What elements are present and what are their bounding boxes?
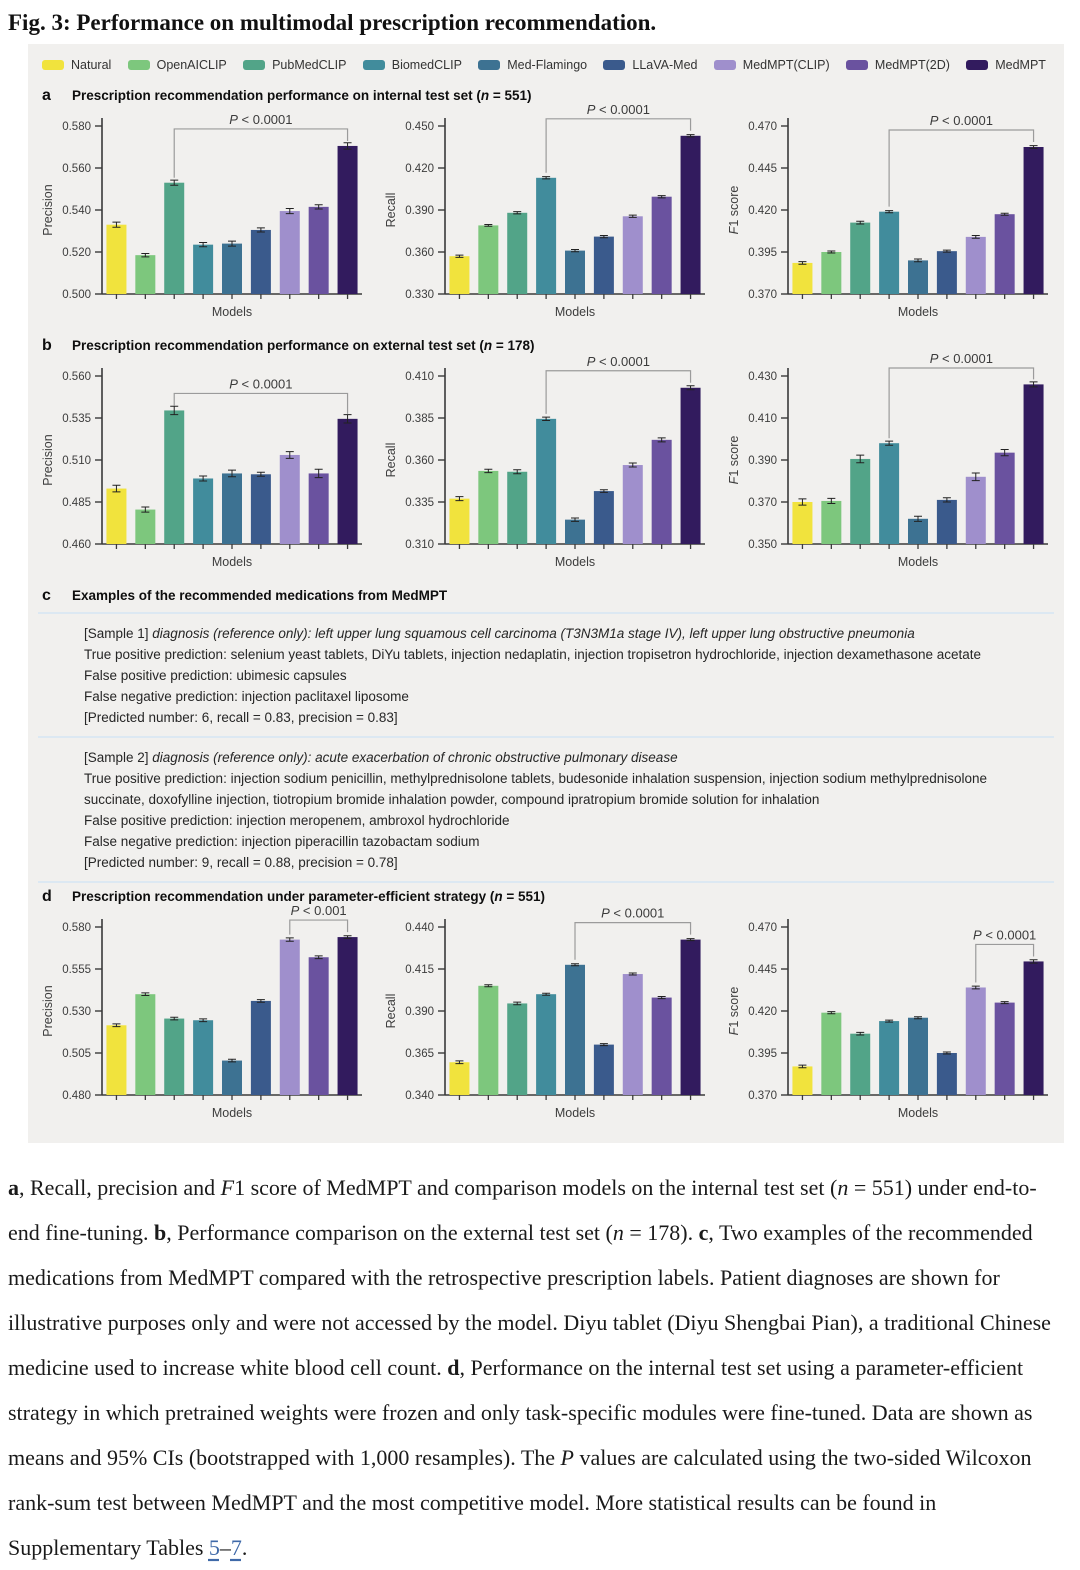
y-tick-label: 0.415 xyxy=(405,964,434,976)
y-axis-label: Precision xyxy=(41,434,55,486)
bar-natural xyxy=(106,1025,126,1095)
y-tick-label: 0.510 xyxy=(62,455,91,467)
chart-a-f1 xyxy=(724,106,1054,332)
y-tick-label: 0.335 xyxy=(405,497,434,509)
bar-natural xyxy=(449,499,469,544)
figure-page xyxy=(0,10,1080,1570)
y-tick-label: 0.540 xyxy=(62,205,91,217)
chart-d-f1 xyxy=(724,907,1054,1133)
error-bar xyxy=(798,1065,806,1068)
panel-b-charts xyxy=(38,351,1054,582)
panel-a-title: Prescription recommendation performance on internal test set (n = 551) xyxy=(72,88,532,103)
y-tick-label: 0.395 xyxy=(748,247,777,259)
y-tick-label: 0.360 xyxy=(405,247,434,259)
error-bar xyxy=(629,973,637,975)
error-bar xyxy=(687,939,695,941)
y-tick-label: 0.500 xyxy=(62,289,91,301)
y-tick-label: 0.560 xyxy=(62,371,91,383)
y-tick-label: 0.390 xyxy=(748,455,777,467)
y-axis-label: F1 score xyxy=(727,435,741,485)
p-value-label: P < 0.0001 xyxy=(929,113,993,128)
sample-line: [Sample 1] diagnosis (reference only): left upper lung squamous cell carcinoma (T3N3M1a stage IV), left upper lung obstructive pneumonia xyxy=(84,626,915,641)
y-tick-label: 0.395 xyxy=(748,1048,777,1060)
legend-label: OpenAICLIP xyxy=(156,58,227,72)
legend-item-medmpt-2d xyxy=(846,58,950,72)
panel-d-title: Prescription recommendation under parameter-efficient strategy (n = 551) xyxy=(72,889,546,904)
y-tick-label: 0.560 xyxy=(62,163,91,175)
error-bar xyxy=(1001,1002,1009,1004)
panel-d xyxy=(38,885,1054,1133)
p-value-label: P < 0.0001 xyxy=(601,905,665,921)
y-tick-label: 0.340 xyxy=(405,1090,434,1102)
bar-biomedclip xyxy=(193,478,213,544)
bar-llava-med xyxy=(251,230,271,294)
openaiclip-swatch-icon xyxy=(128,60,150,70)
y-tick-label: 0.460 xyxy=(62,539,91,551)
sample-line: False negative prediction: injection piperacillin tazobactam sodium xyxy=(84,834,480,849)
y-tick-label: 0.445 xyxy=(748,964,777,976)
y-tick-label: 0.535 xyxy=(62,413,91,425)
bar-biomedclip xyxy=(536,994,556,1095)
panel-c-header xyxy=(38,584,1054,614)
y-axis-label: F1 score xyxy=(727,185,741,235)
panel-c-label: c xyxy=(42,587,51,604)
bar-biomedclip xyxy=(879,443,899,544)
legend-item-pubmedclip xyxy=(243,58,346,72)
bar-medmpt-2d xyxy=(652,440,672,544)
y-tick-label: 0.365 xyxy=(405,1048,434,1060)
legend-item-biomedclip xyxy=(363,58,462,72)
x-axis-label: Models xyxy=(897,1106,939,1120)
bar-openaiclip xyxy=(135,510,155,544)
significance-bracket xyxy=(174,393,347,413)
panel-d-charts xyxy=(38,903,1054,1133)
significance-bracket xyxy=(889,368,1033,438)
figure-caption: a, Recall, precision and F1 score of MedMPT and comparison models on the internal test set (n = 551) under end-to-end fine-tuning. b, Performance comparison on the external test set (n = 178). c, Two examples of the recommended medications from MedMPT compared with the retrospective prescription labels. Patient diagnoses are shown for illustrative purposes only and were not accessed by the model. Diyu tablet (Diyu Shengbai Pian), a traditional Chinese medicine used to increase white blood cell count. d, Performance on the internal test set using a parameter-efficient strategy in which pretrained weights were frozen and only task-specific modules were fine-tuned. Data are shown as means and 95% CIs (bootstrapped with 1,000 resamples). The P values are calculated using the two-sided Wilcoxon rank-sum test between MedMPT and the most competitive model. More statistical results can be found in Supplementary Tables 5–7. xyxy=(8,1175,1051,1560)
natural-swatch-icon xyxy=(42,60,64,70)
y-tick-label: 0.485 xyxy=(62,497,91,509)
y-axis-label: Precision xyxy=(41,985,55,1037)
bar-chart xyxy=(724,351,1054,582)
bar-pubmedclip xyxy=(507,213,527,294)
significance-bracket xyxy=(290,920,348,935)
p-value-label: P < 0.001 xyxy=(290,903,347,919)
bar-medmpt-clip xyxy=(966,987,986,1095)
bar-med-flamingo xyxy=(565,965,585,1095)
y-tick-label: 0.410 xyxy=(405,371,434,383)
x-axis-label: Models xyxy=(211,305,253,319)
legend xyxy=(38,52,1054,82)
legend-item-medmpt-clip xyxy=(714,58,830,72)
error-bar xyxy=(542,177,550,179)
x-axis-label: Models xyxy=(211,1106,253,1120)
bar-medmpt-2d xyxy=(652,998,672,1095)
bar-medmpt-clip xyxy=(966,477,986,544)
legend-label: MedMPT xyxy=(995,58,1046,72)
y-tick-label: 0.480 xyxy=(62,1090,91,1102)
error-bar xyxy=(513,212,521,214)
bar-med-flamingo xyxy=(908,519,928,544)
bar-medmpt-clip xyxy=(966,237,986,294)
bar-medmpt xyxy=(681,388,701,544)
bar-medmpt xyxy=(1024,147,1044,294)
medmpt-2d-swatch-icon xyxy=(846,60,868,70)
bar-biomedclip xyxy=(193,245,213,294)
y-tick-label: 0.330 xyxy=(405,289,434,301)
bar-med-flamingo xyxy=(908,1018,928,1095)
bar-pubmedclip xyxy=(850,459,870,544)
bar-medmpt-2d xyxy=(995,1003,1015,1095)
panel-a-header xyxy=(38,84,1054,106)
chart-b-f1 xyxy=(724,351,1054,582)
y-tick-label: 0.420 xyxy=(748,1006,777,1018)
y-tick-label: 0.445 xyxy=(748,163,777,175)
bar-medmpt-2d xyxy=(995,453,1015,544)
bar-med-flamingo xyxy=(565,251,585,294)
bar-chart xyxy=(38,106,368,332)
bar-natural xyxy=(106,489,126,544)
bar-medmpt-2d xyxy=(652,197,672,294)
bar-llava-med xyxy=(937,1053,957,1095)
bar-med-flamingo xyxy=(222,473,242,544)
bar-pubmedclip xyxy=(507,472,527,544)
pubmedclip-swatch-icon xyxy=(243,60,265,70)
bar-med-flamingo xyxy=(565,520,585,544)
bar-medmpt xyxy=(338,419,358,544)
y-tick-label: 0.370 xyxy=(748,497,777,509)
error-bar xyxy=(571,964,579,966)
bar-medmpt-clip xyxy=(280,455,300,544)
bar-llava-med xyxy=(594,1045,614,1095)
bar-natural xyxy=(106,225,126,294)
bar-medmpt-2d xyxy=(309,957,329,1095)
panel-b-header xyxy=(38,334,1054,356)
bar-medmpt-2d xyxy=(309,207,329,294)
y-tick-label: 0.350 xyxy=(748,539,777,551)
panel-c-title: Examples of the recommended medications from MedMPT xyxy=(72,588,448,603)
supplementary-table-link[interactable]: 7 xyxy=(230,1535,242,1560)
bar-medmpt-clip xyxy=(280,940,300,1095)
y-tick-label: 0.310 xyxy=(405,539,434,551)
bar-medmpt-clip xyxy=(623,974,643,1095)
bar-chart xyxy=(381,907,711,1133)
y-tick-label: 0.470 xyxy=(748,121,777,133)
x-axis-label: Models xyxy=(897,555,939,569)
error-bar xyxy=(827,1012,835,1014)
bar-pubmedclip xyxy=(850,1034,870,1095)
error-bar xyxy=(199,1019,207,1022)
y-axis-label: Precision xyxy=(41,184,55,236)
bar-med-flamingo xyxy=(222,244,242,294)
sample-line: True positive prediction: injection sodium penicillin, methylprednisolone tablets, budesonide inhalation suspension, injection sodium methylprednisolone succinate, doxofylline injection, tiotropium bromide inhalation powder, compound ipratropium bromide solution for inhalation xyxy=(84,771,988,807)
sample-line: True positive prediction: selenium yeast tablets, DiYu tablets, injection nedaplatin, injection tropisetron hydrochloride, injection dexamethasone acetate xyxy=(84,647,982,662)
bar-pubmedclip xyxy=(164,410,184,544)
bar-medmpt xyxy=(338,937,358,1095)
x-axis-label: Models xyxy=(554,555,596,569)
p-value-label: P < 0.0001 xyxy=(973,927,1037,943)
bar-medmpt xyxy=(1024,961,1044,1095)
significance-bracket xyxy=(546,119,690,173)
error-bar xyxy=(972,986,980,989)
bar-med-flamingo xyxy=(222,1061,242,1095)
error-bar xyxy=(856,1032,864,1035)
legend-item-openaiclip xyxy=(128,58,227,72)
bar-openaiclip xyxy=(478,471,498,544)
error-bar xyxy=(687,135,695,137)
legend-item-llava-med xyxy=(603,58,697,72)
bar-pubmedclip xyxy=(164,1019,184,1095)
bar-natural xyxy=(449,256,469,294)
bar-openaiclip xyxy=(478,986,498,1095)
bar-openaiclip xyxy=(478,225,498,294)
chart-b-recall xyxy=(381,353,711,582)
y-tick-label: 0.470 xyxy=(748,922,777,934)
bar-natural xyxy=(449,1062,469,1095)
bar-medmpt xyxy=(681,136,701,294)
sample-line: [Predicted number: 9, recall = 0.88, precision = 0.78] xyxy=(84,855,398,870)
error-bar xyxy=(455,1061,463,1064)
bar-llava-med xyxy=(251,474,271,544)
sample-1 xyxy=(38,614,1054,738)
legend-label: PubMedCLIP xyxy=(272,58,347,72)
y-tick-label: 0.440 xyxy=(405,922,434,934)
panel-b-title: Prescription recommendation performance on external test set (n = 178) xyxy=(72,338,535,353)
error-bar xyxy=(798,262,806,265)
y-tick-label: 0.410 xyxy=(748,413,777,425)
panel-b-label: b xyxy=(42,337,52,354)
bar-chart xyxy=(381,353,711,582)
med-flamingo-swatch-icon xyxy=(478,60,500,70)
bar-llava-med xyxy=(594,237,614,294)
legend-item-med-flamingo xyxy=(478,58,587,72)
bar-biomedclip xyxy=(193,1020,213,1095)
bar-med-flamingo xyxy=(908,260,928,294)
bar-medmpt xyxy=(338,146,358,294)
bar-natural xyxy=(792,502,812,544)
bar-chart xyxy=(381,101,711,332)
error-bar xyxy=(914,1017,922,1019)
y-tick-label: 0.390 xyxy=(405,1006,434,1018)
bar-biomedclip xyxy=(879,1021,899,1095)
y-tick-label: 0.580 xyxy=(62,922,91,934)
bar-llava-med xyxy=(594,491,614,544)
y-tick-label: 0.580 xyxy=(62,121,91,133)
p-value-label: P < 0.0001 xyxy=(929,351,993,366)
y-tick-label: 0.505 xyxy=(62,1048,91,1060)
chart-a-precision xyxy=(38,106,368,332)
legend-label: Med-Flamingo xyxy=(507,58,588,72)
y-axis-label: Recall xyxy=(384,442,398,478)
bar-pubmedclip xyxy=(507,1003,527,1095)
bar-chart xyxy=(38,356,368,582)
error-bar xyxy=(315,956,323,959)
error-bar xyxy=(885,211,893,213)
bar-pubmedclip xyxy=(164,183,184,294)
y-axis-label: Recall xyxy=(384,192,398,228)
bar-medmpt-2d xyxy=(309,473,329,544)
chart-b-precision xyxy=(38,356,368,582)
bar-openaiclip xyxy=(821,501,841,544)
y-tick-label: 0.360 xyxy=(405,455,434,467)
panel-b xyxy=(38,334,1054,582)
sample-line: False negative prediction: injection paclitaxel liposome xyxy=(84,689,409,704)
error-bar xyxy=(484,985,492,987)
x-axis-label: Models xyxy=(897,305,939,319)
error-bar xyxy=(629,215,637,217)
bar-medmpt-2d xyxy=(995,214,1015,294)
bar-natural xyxy=(792,263,812,294)
panel-a-label: a xyxy=(42,87,51,104)
bar-llava-med xyxy=(251,1001,271,1095)
bar-chart xyxy=(38,903,368,1133)
medmpt-clip-swatch-icon xyxy=(714,60,736,70)
bar-medmpt xyxy=(681,940,701,1095)
bar-openaiclip xyxy=(821,252,841,294)
bar-biomedclip xyxy=(536,178,556,294)
legend-label: Natural xyxy=(71,58,112,72)
chart-d-recall xyxy=(381,907,711,1133)
legend-label: MedMPT(CLIP) xyxy=(742,58,830,72)
x-axis-label: Models xyxy=(554,305,596,319)
y-axis-label: Recall xyxy=(384,993,398,1029)
y-tick-label: 0.430 xyxy=(748,371,777,383)
chart-d-precision xyxy=(38,903,368,1133)
bar-medmpt-clip xyxy=(623,465,643,544)
panel-c xyxy=(38,584,1054,883)
legend-label: LLaVA-Med xyxy=(632,58,698,72)
llava-med-swatch-icon xyxy=(603,60,625,70)
significance-bracket xyxy=(575,923,691,960)
bar-llava-med xyxy=(937,500,957,544)
bar-openaiclip xyxy=(821,1013,841,1095)
bar-chart xyxy=(724,106,1054,332)
figure-title: Fig. 3: Performance on multimodal prescription recommendation. xyxy=(8,10,657,35)
bar-chart xyxy=(724,907,1054,1133)
panel-a-charts xyxy=(38,101,1054,332)
y-tick-label: 0.520 xyxy=(62,247,91,259)
y-tick-label: 0.450 xyxy=(405,121,434,133)
bar-medmpt-clip xyxy=(280,211,300,294)
error-bar xyxy=(257,1000,265,1003)
bar-openaiclip xyxy=(135,255,155,294)
figure-3 xyxy=(28,44,1064,1143)
y-tick-label: 0.370 xyxy=(748,1090,777,1102)
y-tick-label: 0.530 xyxy=(62,1006,91,1018)
sample-line: False positive prediction: ubimesic capsules xyxy=(84,668,347,683)
bar-natural xyxy=(792,1066,812,1095)
medmpt-swatch-icon xyxy=(966,60,988,70)
y-tick-label: 0.555 xyxy=(62,964,91,976)
sample-line: [Sample 2] diagnosis (reference only): acute exacerbation of chronic obstructive pulmonary disease xyxy=(84,750,678,765)
significance-bracket xyxy=(174,129,347,178)
y-tick-label: 0.420 xyxy=(748,205,777,217)
sample-2 xyxy=(38,738,1054,883)
legend-label: BiomedCLIP xyxy=(391,58,462,72)
chart-a-recall xyxy=(381,101,711,332)
supplementary-table-link[interactable]: 5 xyxy=(208,1535,220,1560)
p-value-label: P < 0.0001 xyxy=(229,376,293,392)
y-axis-label: F1 score xyxy=(727,986,741,1036)
sample-line: [Predicted number: 6, recall = 0.83, precision = 0.83] xyxy=(84,710,398,725)
x-axis-label: Models xyxy=(211,555,253,569)
legend-label: MedMPT(2D) xyxy=(874,58,950,72)
panel-d-label: d xyxy=(42,888,52,905)
bar-pubmedclip xyxy=(850,223,870,294)
y-tick-label: 0.370 xyxy=(748,289,777,301)
significance-bracket xyxy=(546,371,690,414)
bar-biomedclip xyxy=(536,419,556,544)
biomedclip-swatch-icon xyxy=(363,60,385,70)
y-tick-label: 0.390 xyxy=(405,205,434,217)
bar-biomedclip xyxy=(879,212,899,294)
bar-medmpt-clip xyxy=(623,216,643,294)
legend-item-medmpt xyxy=(966,58,1046,72)
p-value-label: P < 0.0001 xyxy=(229,111,293,127)
error-bar xyxy=(484,225,492,227)
bar-openaiclip xyxy=(135,994,155,1095)
bar-medmpt xyxy=(1024,384,1044,544)
x-axis-label: Models xyxy=(554,1106,596,1120)
bar-llava-med xyxy=(937,251,957,294)
legend-item-natural xyxy=(42,58,111,72)
panel-d-header xyxy=(38,885,1054,907)
p-value-label: P < 0.0001 xyxy=(586,101,650,117)
panel-a xyxy=(38,84,1054,332)
y-tick-label: 0.420 xyxy=(405,163,434,175)
p-value-label: P < 0.0001 xyxy=(586,353,650,369)
sample-line: False positive prediction: injection meropenem, ambroxol hydrochloride xyxy=(84,813,510,828)
significance-bracket xyxy=(889,130,1033,207)
y-tick-label: 0.385 xyxy=(405,413,434,425)
